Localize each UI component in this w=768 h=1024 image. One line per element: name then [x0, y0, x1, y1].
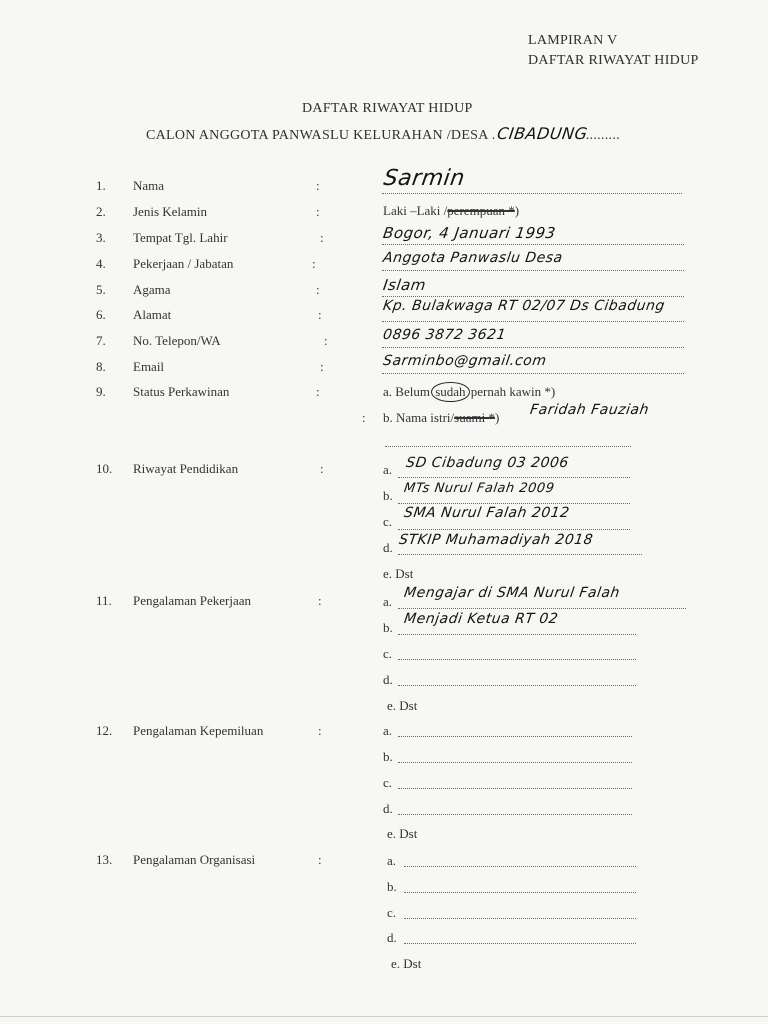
item-letter: b.: [383, 488, 393, 503]
item-underline: [398, 659, 636, 660]
section-label-pengalaman-organisasi: Pengalaman Organisasi: [133, 852, 256, 867]
section-colon: :: [318, 852, 322, 867]
field-underline: [382, 270, 684, 271]
field-underline: [382, 296, 684, 297]
section-number: 13.: [96, 852, 113, 867]
item-letter: c.: [383, 775, 393, 790]
item-letter: b.: [383, 749, 393, 764]
field-value-agama: Islam: [382, 276, 428, 294]
field-label-tempat-tgl-lahir: Tempat Tgl. Lahir: [133, 230, 228, 245]
field-label-alamat: Alamat: [133, 307, 172, 322]
item-underline: [398, 685, 636, 686]
field-label-nama: Nama: [133, 178, 165, 193]
field-colon: :: [316, 204, 320, 219]
field-number: 4.: [96, 256, 106, 271]
item-letter: c.: [383, 514, 393, 529]
section-colon: :: [320, 461, 324, 476]
education-item-a: SD Cibadung 03 2006: [405, 455, 570, 471]
spouse-extra-line: [385, 446, 631, 447]
section-number: 11.: [96, 593, 112, 608]
item-letter: b.: [387, 879, 397, 894]
attachment-title: DAFTAR RIWAYAT HIDUP: [528, 53, 699, 68]
item-underline: [398, 503, 630, 504]
field-label-status-perkawinan: Status Perkawinan: [133, 384, 230, 399]
field-value-tempat-tgl-lahir: Bogor, 4 Januari 1993: [382, 224, 557, 242]
item-underline: [404, 943, 636, 944]
section-colon: :: [318, 593, 322, 608]
field-value-telepon: 0896 3872 3621: [382, 327, 508, 343]
item-letter: a.: [383, 723, 393, 738]
item-underline: [398, 788, 632, 789]
field-value-pekerjaan: Anggota Panwaslu Desa: [382, 250, 564, 266]
education-item-b: MTs Nurul Falah 2009: [403, 481, 556, 496]
marital-a-suffix: pernah kawin *): [467, 384, 556, 399]
item-underline: [398, 736, 632, 737]
field-number: 7.: [96, 333, 106, 348]
lampiran-label: LAMPIRAN V: [528, 33, 618, 48]
field-underline: [382, 321, 684, 322]
field-colon: :: [318, 307, 322, 322]
item-underline: [398, 634, 636, 635]
section-number: 12.: [96, 723, 113, 738]
item-letter: d.: [387, 930, 397, 945]
field-number: 8.: [96, 359, 106, 374]
item-underline: [404, 866, 636, 867]
field-label-email: Email: [133, 359, 165, 374]
field-colon: :: [312, 256, 316, 271]
subtitle-dots: .........: [585, 128, 620, 143]
section-label-riwayat-pendidikan: Riwayat Pendidikan: [133, 461, 239, 476]
item-letter: c.: [387, 905, 397, 920]
item-letter: d.: [383, 672, 393, 687]
item-letter: d.: [383, 540, 393, 555]
field-value-email: Sarminbo@gmail.com: [382, 353, 548, 369]
field-colon: :: [316, 384, 320, 399]
education-item-c: SMA Nurul Falah 2012: [403, 505, 571, 521]
marital-b-prefix: b. Nama istri/: [383, 410, 455, 425]
item-underline: [398, 608, 686, 609]
form-title: DAFTAR RIWAYAT HIDUP: [302, 101, 473, 116]
item-letter: a.: [383, 462, 393, 477]
item-underline: [398, 554, 642, 555]
education-item-d: STKIP Muhamadiyah 2018: [398, 532, 595, 548]
section-dst: e. Dst: [387, 698, 418, 713]
field-label-pekerjaan: Pekerjaan / Jabatan: [133, 256, 234, 271]
section-dst: e. Dst: [387, 826, 418, 841]
field-colon: :: [320, 230, 324, 245]
marital-status-option-a: [383, 384, 555, 400]
section-label-pengalaman-kepemiluan: Pengalaman Kepemiluan: [133, 723, 264, 738]
field-colon: :: [324, 333, 328, 348]
work-item-a: Mengajar di SMA Nurul Falah: [403, 585, 621, 601]
marital-status-option-b: [383, 410, 499, 426]
section-label-pengalaman-pekerjaan: Pengalaman Pekerjaan: [133, 593, 252, 608]
item-underline: [404, 892, 636, 893]
field-underline: [382, 373, 684, 374]
field-underline: [382, 193, 682, 194]
page-edge-line: [0, 1016, 768, 1017]
form-subtitle: [146, 124, 620, 144]
field-colon: :: [316, 178, 320, 193]
gender-option-male: Laki –Laki /: [383, 203, 448, 218]
field-label-telepon: No. Telepon/WA: [133, 333, 221, 348]
gender-option-female-struck: perempuan *: [447, 203, 515, 218]
marital-a-prefix: a. Belum: [383, 384, 434, 399]
item-letter: c.: [383, 646, 393, 661]
section-number: 10.: [96, 461, 113, 476]
field-value-alamat: Kp. Bulakwaga RT 02/07 Ds Cibadung: [382, 298, 666, 314]
field-label-agama: Agama: [133, 282, 171, 297]
field-label-jenis-kelamin: Jenis Kelamin: [133, 204, 208, 219]
field-colon: :: [316, 282, 320, 297]
field-number: 6.: [96, 307, 106, 322]
desa-value: CIBADUNG: [495, 124, 589, 143]
field-value-nama: Sarmin: [382, 166, 467, 191]
field-underline: [382, 244, 684, 245]
field-number: 3.: [96, 230, 106, 245]
field-number: 1.: [96, 178, 106, 193]
marital-b-suffix: ): [494, 410, 500, 425]
marital-b-struck: suami *: [454, 410, 495, 425]
item-underline: [398, 814, 632, 815]
section-colon: :: [318, 723, 322, 738]
field-colon: :: [362, 410, 366, 425]
item-underline: [398, 529, 630, 530]
section-dst: e. Dst: [383, 566, 414, 581]
item-underline: [398, 762, 632, 763]
item-letter: a.: [387, 853, 397, 868]
field-value-jenis-kelamin: [383, 203, 519, 219]
spouse-name-value: Faridah Fauziah: [529, 402, 651, 418]
field-number: 2.: [96, 204, 106, 219]
form-subtitle-text: CALON ANGGOTA PANWASLU KELURAHAN /DESA .: [146, 128, 496, 143]
gender-suffix: ): [514, 203, 520, 218]
field-number: 9.: [96, 384, 106, 399]
field-number: 5.: [96, 282, 106, 297]
item-underline: [398, 477, 630, 478]
marital-circled-sudah: sudah: [431, 382, 469, 402]
field-underline: [382, 347, 684, 348]
section-dst: e. Dst: [391, 956, 422, 971]
item-letter: d.: [383, 801, 393, 816]
item-letter: a.: [383, 594, 393, 609]
work-item-b: Menjadi Ketua RT 02: [403, 611, 560, 627]
item-letter: b.: [383, 620, 393, 635]
field-colon: :: [320, 359, 324, 374]
item-underline: [404, 918, 636, 919]
